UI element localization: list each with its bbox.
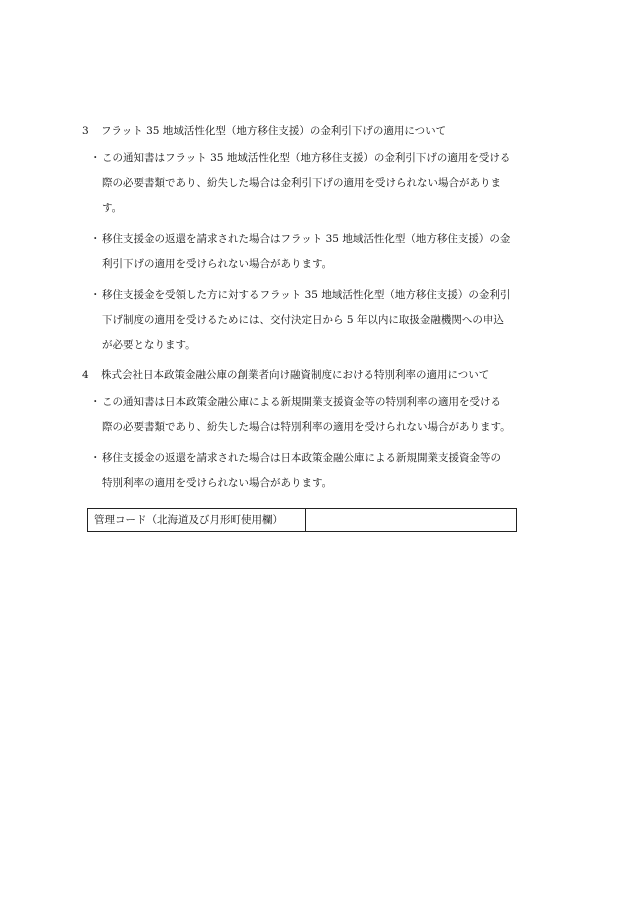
bullet-mark: ・: [90, 452, 101, 464]
bullet-item: [82, 390, 562, 440]
bullet-mark: ・: [90, 396, 101, 408]
section-4: [82, 366, 562, 496]
bullet-line: す。: [102, 202, 123, 214]
bullet-line: が必要となります。: [102, 339, 196, 351]
bullet-line: この通知書は日本政策金融公庫による新規開業支援資金等の特別利率の適用を受ける: [102, 396, 501, 408]
bullet-item: [82, 283, 562, 358]
bullet-line: 移住支援金を受領した方に対するフラット 35 地域活性化型（地方移住支援）の金利引: [102, 289, 511, 301]
bullet-line: 下げ制度の適用を受けるためには、交付決定日から 5 年以内に取扱金融機関への申込: [102, 314, 504, 326]
bullet-item: [82, 227, 562, 277]
section-number: 3: [82, 125, 89, 137]
bullet-line: 特別利率の適用を受けられない場合があります。: [102, 477, 333, 489]
section-title: 株式会社日本政策金融公庫の創業者向け融資制度における特別利率の適用について: [101, 369, 490, 381]
bullet-line: この通知書はフラット 35 地域活性化型（地方移住支援）の金利引下げの適用を受ける: [102, 152, 511, 164]
bullet-mark: ・: [90, 152, 101, 164]
bullet-line: 利引下げの適用を受けられない場合があります。: [102, 258, 333, 270]
bullet-item: [82, 146, 562, 221]
management-code-table: [87, 508, 517, 532]
bullet-mark: ・: [90, 289, 101, 301]
bullet-line: 際の必要書類であり、紛失した場合は特別利率の適用を受けられない場合があります。: [102, 421, 511, 433]
section-heading: [82, 366, 562, 384]
bullet-line: 際の必要書類であり、紛失した場合は金利引下げの適用を受けられない場合がありま: [102, 177, 501, 189]
management-code-label: 管理コード（北海道及び月形町使用欄）: [88, 509, 306, 531]
section-heading: [82, 122, 562, 140]
bullet-item: [82, 446, 562, 496]
bullet-line: 移住支援金の返還を請求された場合はフラット 35 地域活性化型（地方移住支援）の金: [102, 233, 511, 245]
section-title: フラット 35 地域活性化型（地方移住支援）の金利引下げの適用について: [101, 125, 447, 137]
management-code-field[interactable]: [306, 509, 516, 531]
section-number: 4: [82, 369, 89, 381]
bullet-mark: ・: [90, 233, 101, 245]
bullet-line: 移住支援金の返還を請求された場合は日本政策金融公庫による新規開業支援資金等の: [102, 452, 501, 464]
section-3: [82, 122, 562, 358]
